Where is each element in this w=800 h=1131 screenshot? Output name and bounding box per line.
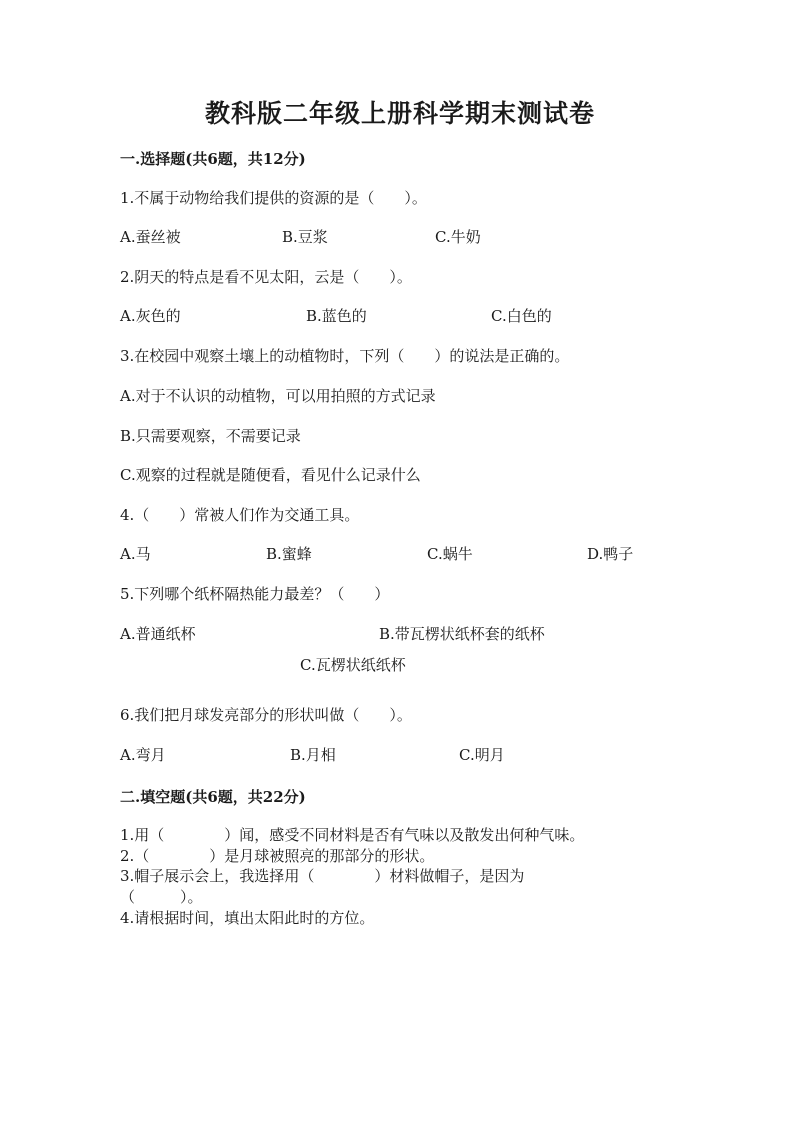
question-6-option-b: B.月相 bbox=[290, 746, 336, 764]
question-4-option-c: C.蜗牛 bbox=[427, 545, 473, 563]
fill-line-2: 2.（ ）是月球被照亮的那部分的形状。 bbox=[120, 847, 435, 865]
fill-line-3: 3.帽子展示会上，我选择用（ ）材料做帽子，是因为 bbox=[120, 867, 525, 885]
question-3-option-c: C.观察的过程就是随便看，看见什么记录什么 bbox=[120, 466, 421, 484]
question-2-option-a: A.灰色的 bbox=[120, 307, 181, 325]
question-4-option-b: B.蜜蜂 bbox=[266, 545, 312, 563]
section-1-heading: 一.选择题(共6题，共12分) bbox=[120, 150, 306, 168]
question-2-option-c: C.白色的 bbox=[491, 307, 552, 325]
fill-line-1: 1.用（ ）闻，感受不同材料是否有气味以及散发出何种气味。 bbox=[120, 826, 585, 844]
question-1-option-c: C.牛奶 bbox=[435, 228, 481, 246]
question-3-stem: 3.在校园中观察土壤上的动植物时，下列（ ）的说法是正确的。 bbox=[120, 347, 570, 365]
question-5-option-b: B.带瓦楞状纸杯套的纸杯 bbox=[379, 625, 545, 643]
question-2-option-b: B.蓝色的 bbox=[306, 307, 367, 325]
question-1-option-b: B.豆浆 bbox=[282, 228, 328, 246]
question-4-option-d: D.鸭子 bbox=[587, 545, 634, 563]
question-4-stem: 4.（ ）常被人们作为交通工具。 bbox=[120, 506, 360, 524]
question-3-option-a: A.对于不认识的动植物，可以用拍照的方式记录 bbox=[120, 387, 436, 405]
question-5-option-a: A.普通纸杯 bbox=[120, 625, 196, 643]
page-title: 教科版二年级上册科学期末测试卷 bbox=[204, 99, 595, 128]
question-4-option-a: A.马 bbox=[120, 545, 151, 563]
question-6-option-c: C.明月 bbox=[459, 746, 505, 764]
fill-line-3-cont: （ ）。 bbox=[120, 888, 203, 906]
question-2-stem: 2.阴天的特点是看不见太阳，云是（ ）。 bbox=[120, 268, 412, 286]
question-6-option-a: A.弯月 bbox=[120, 746, 166, 764]
question-5-stem: 5.下列哪个纸杯隔热能力最差？（ ） bbox=[120, 585, 390, 603]
question-1-stem: 1.不属于动物给我们提供的资源的是（ ）。 bbox=[120, 189, 427, 207]
question-3-option-b: B.只需要观察，不需要记录 bbox=[120, 427, 301, 445]
question-5-option-c: C.瓦楞状纸纸杯 bbox=[300, 656, 406, 674]
question-6-stem: 6.我们把月球发亮部分的形状叫做（ ）。 bbox=[120, 706, 412, 724]
fill-line-4: 4.请根据时间，填出太阳此时的方位。 bbox=[120, 909, 375, 927]
question-1-option-a: A.蚕丝被 bbox=[120, 228, 181, 246]
section-2-heading: 二.填空题(共6题，共22分) bbox=[120, 788, 306, 806]
